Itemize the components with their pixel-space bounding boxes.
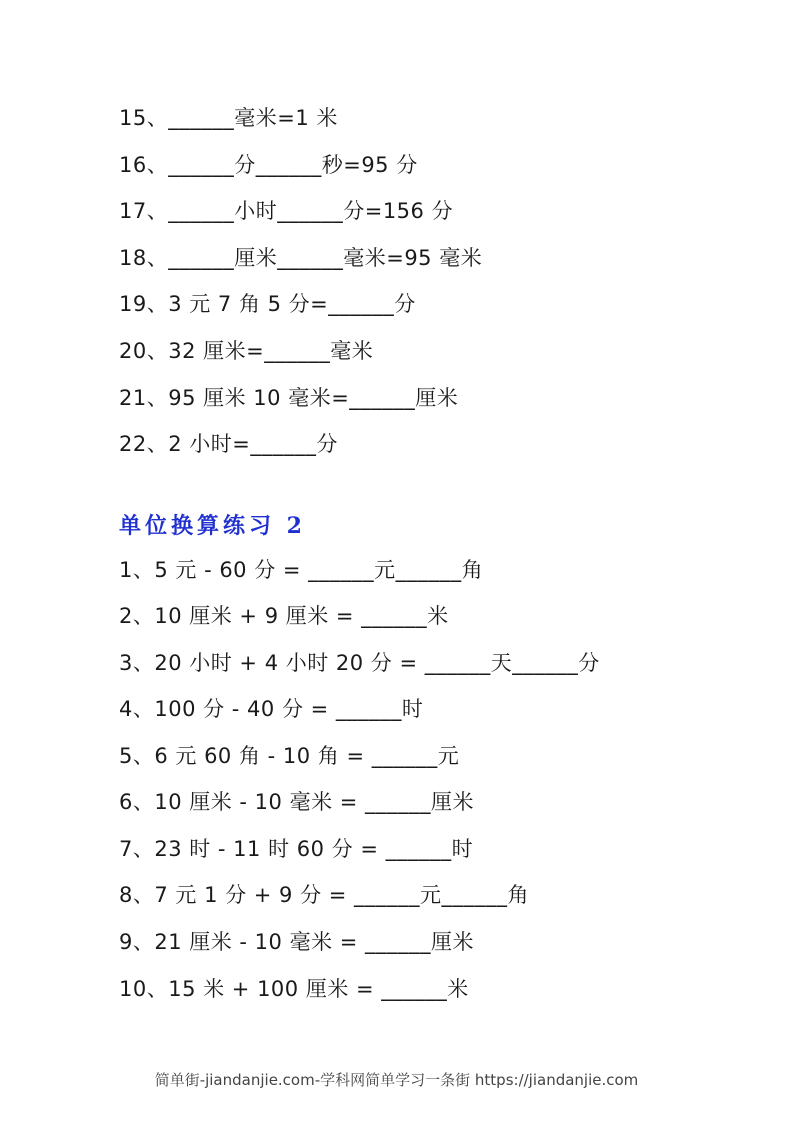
- question-8: 8、7 元 1 分 + 9 分 = ______元______角: [119, 883, 530, 907]
- question-21: 21、95 厘米 10 毫米=______厘米: [119, 386, 459, 410]
- question-22: 22、2 小时=______分: [119, 432, 338, 456]
- question-19: 19、3 元 7 角 5 分=______分: [119, 292, 416, 316]
- question-15: 15、______毫米=1 米: [119, 106, 338, 130]
- question-1: 1、5 元 - 60 分 = ______元______角: [119, 558, 484, 582]
- question-5: 5、6 元 60 角 - 10 角 = ______元: [119, 744, 460, 768]
- question-16: 16、______分______秒=95 分: [119, 153, 418, 177]
- question-17: 17、______小时______分=156 分: [119, 199, 454, 223]
- question-20: 20、32 厘米=______毫米: [119, 339, 374, 363]
- question-9: 9、21 厘米 - 10 毫米 = ______厘米: [119, 930, 475, 954]
- question-7: 7、23 时 - 11 时 60 分 = ______时: [119, 837, 474, 861]
- question-3: 3、20 小时 + 4 小时 20 分 = ______天______分: [119, 651, 600, 675]
- section-title: 单位换算练习 2: [119, 513, 306, 539]
- question-10: 10、15 米 + 100 厘米 = ______米: [119, 977, 469, 1001]
- question-18: 18、______厘米______毫米=95 毫米: [119, 246, 483, 270]
- question-2: 2、10 厘米 + 9 厘米 = ______米: [119, 604, 449, 628]
- question-6: 6、10 厘米 - 10 毫米 = ______厘米: [119, 790, 475, 814]
- question-4: 4、100 分 - 40 分 = ______时: [119, 697, 424, 721]
- footer-watermark: 简单街-jiandanjie.com-学科网简单学习一条街 https://jiandanjie.com: [154, 1071, 639, 1089]
